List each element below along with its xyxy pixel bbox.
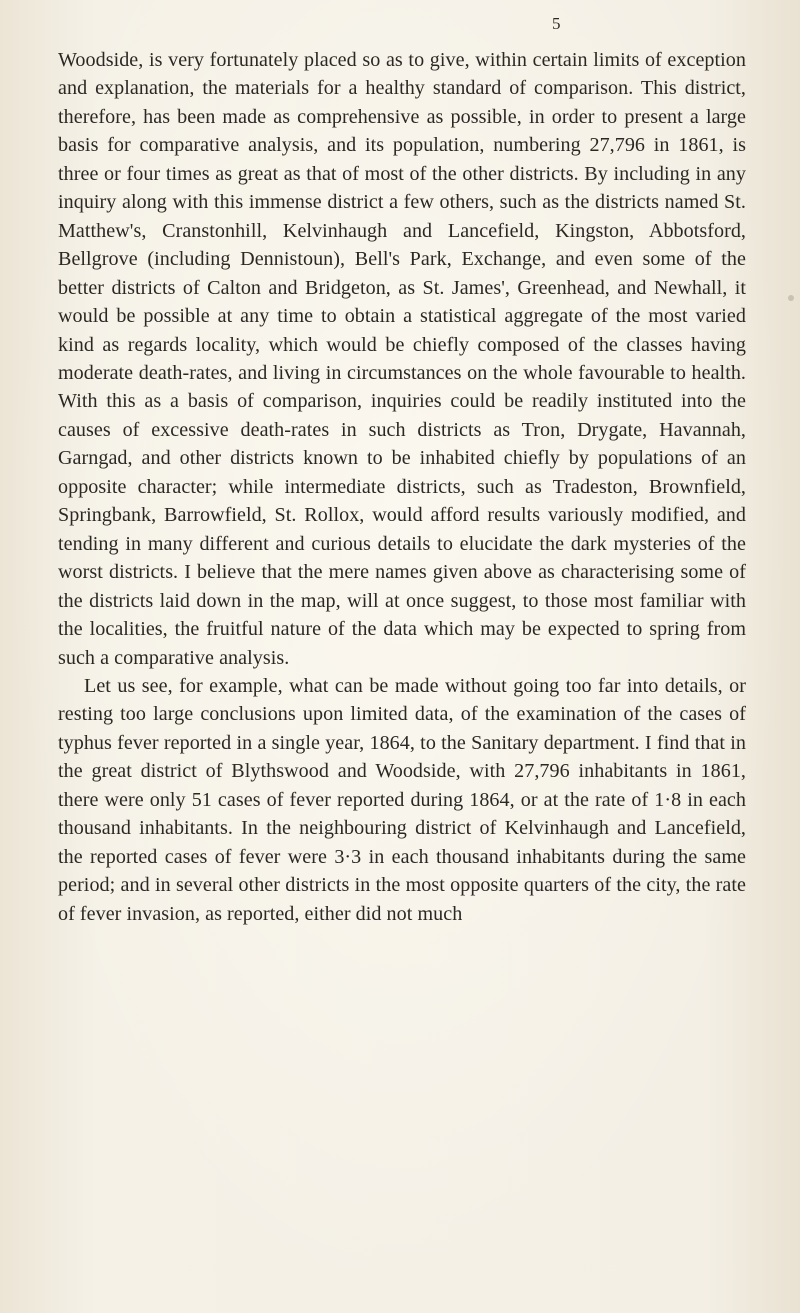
paper-blemish bbox=[788, 295, 794, 301]
paragraph-typhus-fever-example: Let us see, for example, what can be made without going too far into details, or resting too large conclusions upon limited data, of the examination of the cases of typhus fever reported in a single year, 1864, to the Sanitary department. I find that in the great district of Blythswood and Woodside, with 27,796 inhabitants in 1861, there were only 51 cases of fever reported during 1864, or at the rate of 1·8 in each thousand inhabitants. In the neighbouring district of Kelvinhaugh and Lancefield, the reported cases of fever were 3·3 in each thousand inhabitants during the same period; and in several other districts in the most opposite quarters of the city, the rate of fever invasion, as reported, either did not much bbox=[58, 674, 746, 925]
page-number: 5 bbox=[552, 14, 561, 33]
body-text bbox=[58, 46, 746, 928]
paragraph-woodside-comparison: Woodside, is very fortunately placed so as to give, within certain limits of exception and explanation, the materials for a healthy standard of comparison. This district, therefore, has been made as comprehensive as possible, in order to present a large basis for comparative analysis, and its population, numbering 27,796 in 1861, is three or four times as great as that of most of the other districts. By including in any inquiry along with this immense district a few others, such as the districts named St. Matthew's, Cranstonhill, Kelvinhaugh and Lancefield, Kingston, Abbotsford, Bellgrove (including Dennistoun), Bell's Park, Exchange, and even some of the better districts of Calton and Bridgeton, as St. James', Greenhead, and Newhall, it would be possible at any time to obtain a statistical aggregate of the most varied kind as regards locality, which would be chiefly composed of the classes having moderate death-rates, and living in circumstances on the whole favourable to health. With this as a basis of comparison, inquiries could be readily instituted into the causes of excessive death-rates in such districts as Tron, Drygate, Havannah, Garngad, and other districts known to be inhabited chiefly by populations of an opposite character; while intermediate districts, such as Tradeston, Brownfield, Springbank, Barrowfield, St. Rollox, would afford results variously modified, and tending in many different and curious details to elucidate the dark mysteries of the worst districts. I believe that the mere names given above as characterising some of the districts laid down in the map, will at once suggest, to those most familiar with the localities, the fruitful nature of the data which may be expected to spring from such a comparative analysis. bbox=[58, 49, 746, 669]
